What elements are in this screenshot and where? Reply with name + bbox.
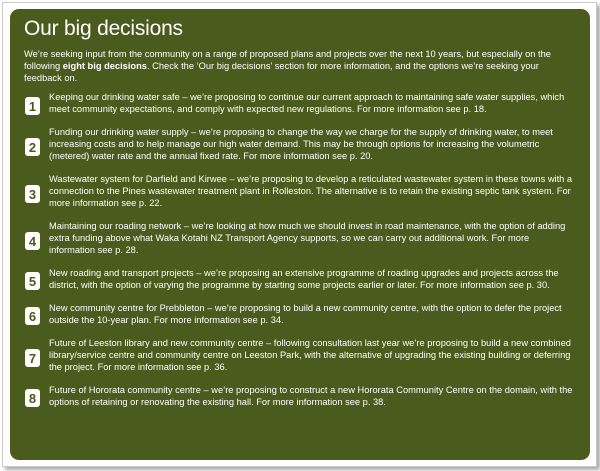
decision-item-3 xyxy=(24,173,580,209)
decision-number-badge: 7 xyxy=(25,349,40,367)
page-title: Our big decisions xyxy=(24,17,183,40)
decision-item-8 xyxy=(24,384,580,408)
decision-number-badge: 8 xyxy=(25,389,40,407)
decision-text: Funding our drinking water supply – we’re proposing to change the way we charge for the supply of drinking water, to meet increasing costs and to help manage our high water demand. This may be through options for increasing the volumetric (metered) water rate and the annual fixed rate. For more information see p. 20. xyxy=(49,127,553,161)
decision-item-4 xyxy=(24,220,580,256)
decision-number-badge: 1 xyxy=(25,97,40,115)
decision-number-badge: 5 xyxy=(25,272,40,290)
decision-number-badge: 3 xyxy=(25,185,40,203)
decision-text: Future of Hororata community centre – we’re proposing to construct a new Hororata Community Centre on the domain, with the options of retaining or renovating the existing hall. For more information see p. 38. xyxy=(49,385,573,407)
intro-text-after: . Check the ‘Our big decisions’ section for more information, and the options we’re seeking your feedback on. xyxy=(24,61,539,83)
decision-item-6 xyxy=(24,302,580,326)
decision-text: Future of Leeston library and new community centre – following consultation last year we’re proposing to build a new combined library/service centre and community centre on Leeston Park, with the alternative of upgrading the existing building or deferring the project. For more information see p. 36. xyxy=(49,338,571,372)
big-decisions-panel xyxy=(10,9,590,460)
intro-paragraph xyxy=(24,48,580,84)
intro-text-before: We’re seeking input from the community on a range of proposed plans and projects over the next 10 years, but especially on the following xyxy=(24,49,551,71)
decision-number-badge: 2 xyxy=(25,138,40,156)
decision-text: Maintaining our roading network – we’re looking at how much we should invest in road maintenance, with the option of adding extra funding above what Waka Kotahi NZ Transport Agency supports, so we can carry out additional work. For more information see p. 28. xyxy=(49,221,566,255)
decision-number-badge: 4 xyxy=(25,232,40,250)
intro-text-bold: eight big decisions xyxy=(62,61,147,71)
decision-text: Keeping our drinking water safe – we’re proposing to continue our current approach to maintaining safe water supplies, which meet community expectations, and comply with expected new regulations. For more information see p. 18. xyxy=(49,92,565,114)
decision-item-1 xyxy=(24,91,580,115)
decision-item-2 xyxy=(24,126,580,162)
decision-text: New roading and transport projects – we’re proposing an extensive programme of roading upgrades and projects across the district, with the option of varying the programme by starting some projects earlier or later. For more information see p. 30. xyxy=(49,268,559,290)
decision-text: New community centre for Prebbleton – we’re proposing to build a new community centre, with the option to defer the project outside the 10-year plan. For more information see p. 34. xyxy=(49,303,562,325)
decision-number-badge: 6 xyxy=(25,307,40,325)
decision-text: Wastewater system for Darfield and Kirwee – we’re proposing to develop a reticulated wastewater system in these towns with a connection to the Pines wastewater treatment plant in Rolleston. The alternative is to retain the existing septic tank system. For more information see p. 22. xyxy=(49,174,573,208)
document-frame xyxy=(2,2,597,467)
decision-item-5 xyxy=(24,267,580,291)
decision-item-7 xyxy=(24,337,580,373)
